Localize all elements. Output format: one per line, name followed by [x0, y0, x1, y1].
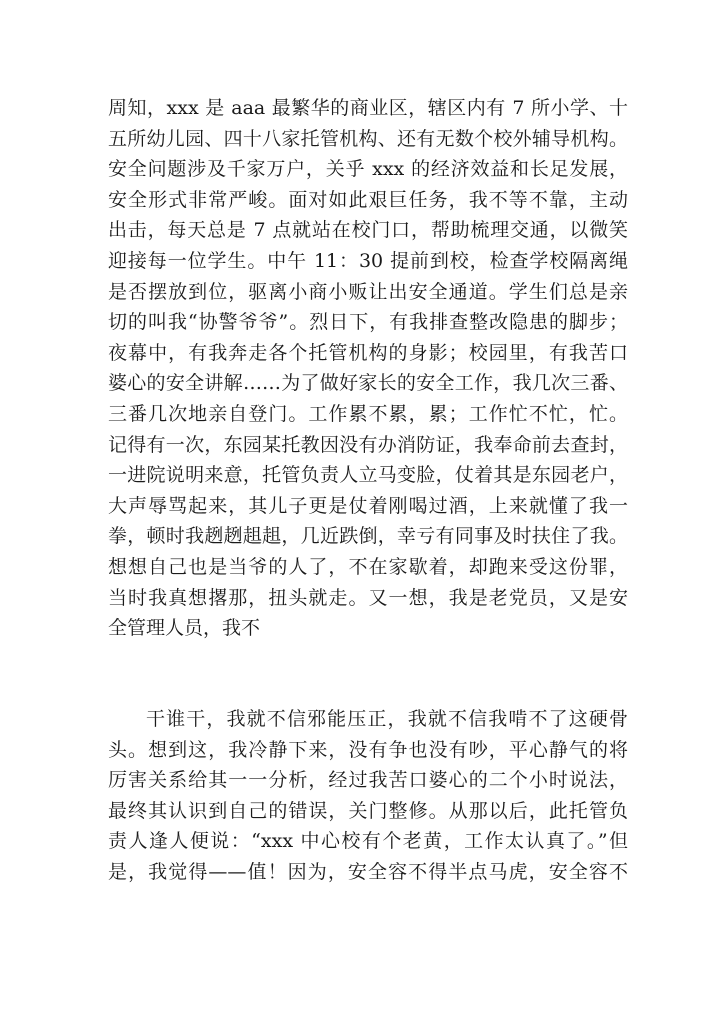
text-line: 厉害关系给其一一分析，经过我苦口婆心的二个小时说法，: [108, 769, 628, 792]
text-line: 夜幕中，有我奔走各个托管机构的身影；校园里，有我苦口: [108, 341, 628, 364]
text-line: 迎接每一位学生。中午 11：30 提前到校，检查学校隔离绳: [108, 249, 628, 272]
text-line: 干谁干，我就不信邪能压正，我就不信我啃不了这硬骨: [146, 708, 628, 730]
text-line: 拳，顿时我趔趔趄趄，几近跌倒，幸亏有同事及时扶住了我。: [108, 525, 628, 548]
text-line: 五所幼儿园、四十八家托管机构、还有无数个校外辅导机构。: [108, 127, 628, 150]
text-line: 一进院说明来意，托管负责人立马变脸，仗着其是东园老户，: [108, 464, 628, 487]
text-line: 婆心的安全讲解……为了做好家长的安全工作，我几次三番、: [108, 372, 628, 395]
text-line: 全管理人员，我不: [108, 617, 261, 640]
text-line: 出击，每天总是 7 点就站在校门口，帮助梳理交通，以微笑: [108, 219, 628, 242]
text-line: 责人逢人便说：“xxx 中心校有个老黄，工作太认真了。”但: [108, 830, 628, 853]
text-line: 头。想到这，我冷静下来，没有争也没有吵，平心静气的将: [108, 738, 628, 761]
text-line: 安全问题涉及千家万户，关乎 xxx 的经济效益和长足发展，: [108, 158, 628, 181]
text-line: 记得有一次，东园某托教因没有办消防证，我奉命前去查封，: [108, 433, 628, 456]
text-line: 安全形式非常严峻。面对如此艰巨任务，我不等不靠，主动: [108, 188, 628, 211]
paragraph-1: [108, 93, 628, 644]
text-line: 是否摆放到位，驱离小商小贩让出安全通道。学生们总是亲: [108, 280, 628, 303]
text-line: 大声辱骂起来，其儿子更是仗着刚喝过酒，上来就懂了我一: [108, 494, 628, 517]
paragraph-2: [108, 704, 628, 888]
text-line: 是，我觉得——值！因为，安全容不得半点马虎，安全容不: [108, 860, 628, 883]
text-line: 三番几次地亲自登门。工作累不累，累；工作忙不忙，忙。: [108, 402, 628, 425]
text-line: 当时我真想撂那，扭头就走。又一想，我是老党员，又是安: [108, 586, 628, 609]
text-line: 切的叫我“协警爷爷”。烈日下，有我排查整改隐患的脚步；: [108, 311, 628, 334]
text-line: 最终其认识到自己的错误，关门整修。从那以后，此托管负: [108, 799, 628, 822]
text-line: 周知，xxx 是 aaa 最繁华的商业区，辖区内有 7 所小学、十: [108, 97, 628, 119]
text-line: 想想自己也是当爷的人了，不在家歇着，却跑来受这份罪，: [108, 555, 628, 578]
